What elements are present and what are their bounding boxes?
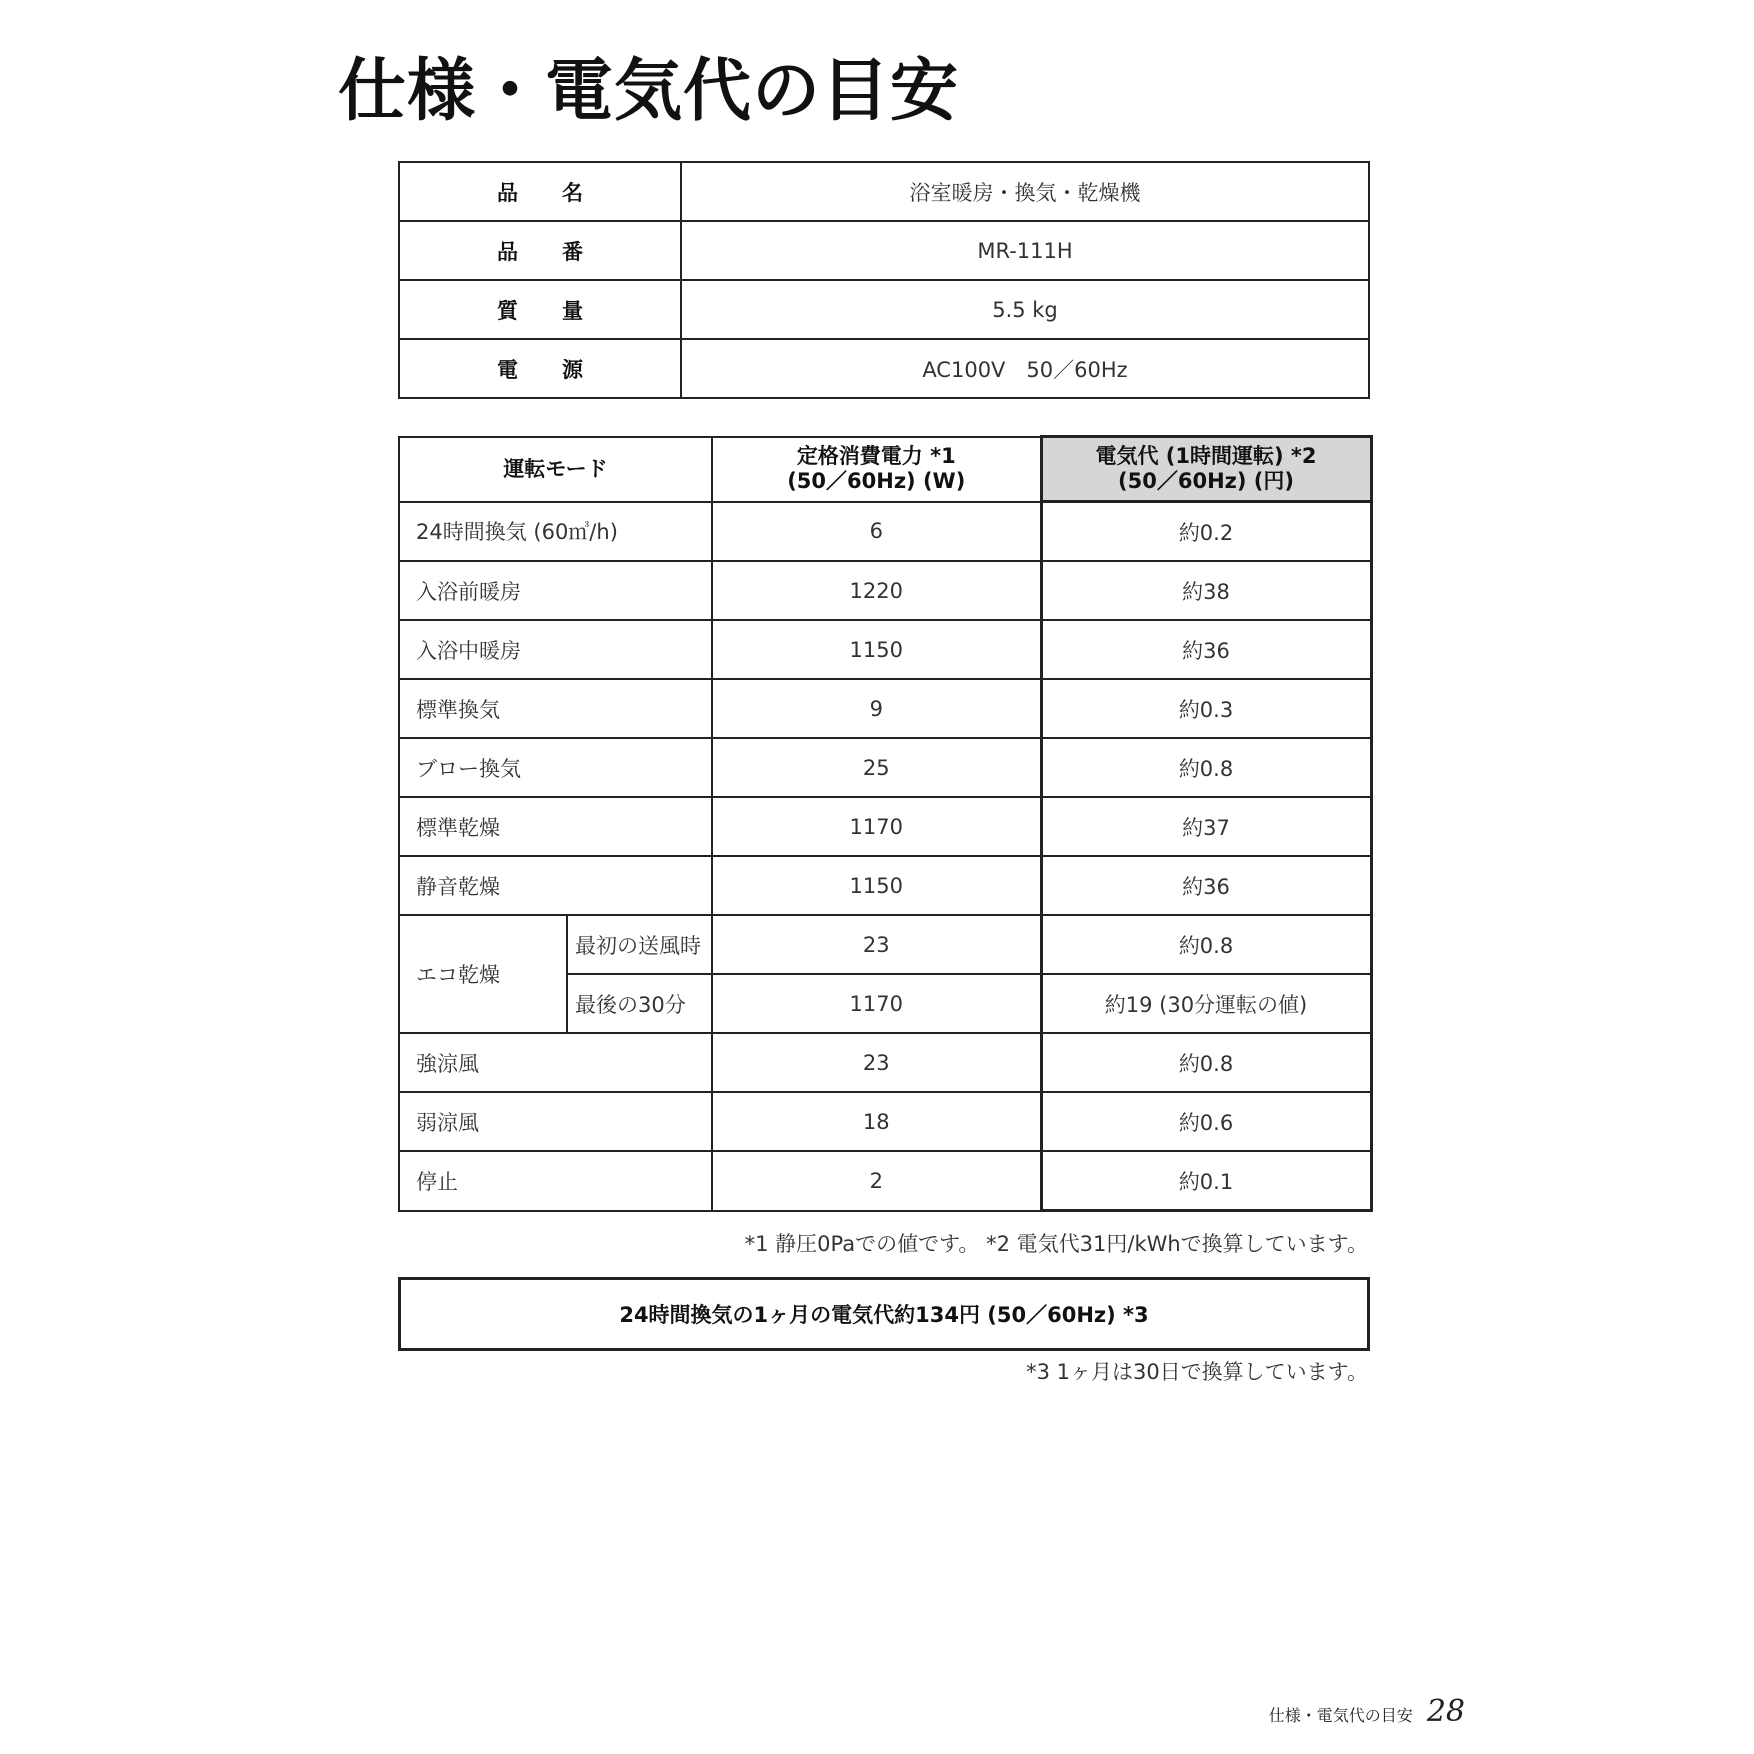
header-cost xyxy=(1041,437,1371,502)
power-value: 23 xyxy=(712,1033,1041,1092)
table-row xyxy=(399,221,1369,280)
table-row xyxy=(399,502,1371,562)
page-footer xyxy=(1269,1694,1465,1729)
cost-value: 約36 xyxy=(1041,620,1371,679)
spec-key: 品番 xyxy=(399,221,681,280)
mode-name: 24時間換気 (60㎥/h) xyxy=(399,502,712,562)
spec-key: 電源 xyxy=(399,339,681,398)
spec-key: 品名 xyxy=(399,162,681,221)
spec-value: AC100V 50／60Hz xyxy=(681,339,1369,398)
table-row xyxy=(399,1151,1371,1211)
spec-value: 5.5 kg xyxy=(681,280,1369,339)
mode-name-eco: エコ乾燥 xyxy=(399,915,567,1033)
mode-name: 静音乾燥 xyxy=(399,856,712,915)
mode-name: 入浴中暖房 xyxy=(399,620,712,679)
cost-value: 約38 xyxy=(1041,561,1371,620)
cost-value: 約0.8 xyxy=(1041,738,1371,797)
table-row xyxy=(399,620,1371,679)
header-cost-line2: (50／60Hz) (円) xyxy=(1118,469,1294,493)
mode-name: 停止 xyxy=(399,1151,712,1211)
mode-name: ブロー換気 xyxy=(399,738,712,797)
eco-sub-label: 最初の送風時 xyxy=(567,915,712,974)
mode-name: 標準乾燥 xyxy=(399,797,712,856)
table-row xyxy=(399,856,1371,915)
cost-value: 約0.2 xyxy=(1041,502,1371,562)
eco-sub-label: 最後の30分 xyxy=(567,974,712,1033)
power-value: 6 xyxy=(712,502,1041,562)
monthly-cost-box: 24時間換気の1ヶ月の電気代約134円 (50／60Hz) *3 xyxy=(398,1277,1370,1351)
spec-key: 質量 xyxy=(399,280,681,339)
power-value: 18 xyxy=(712,1092,1041,1151)
header-cost-line1: 電気代 (1時間運転) *2 xyxy=(1095,444,1317,468)
table-row xyxy=(399,1033,1371,1092)
footnote-3: *3 1ヶ月は30日で換算しています。 xyxy=(1026,1360,1368,1384)
cost-value: 約37 xyxy=(1041,797,1371,856)
mode-name: 弱涼風 xyxy=(399,1092,712,1151)
page-number: 28 xyxy=(1426,1694,1465,1729)
table-row xyxy=(399,679,1371,738)
table-row xyxy=(399,797,1371,856)
header-mode: 運転モード xyxy=(399,437,712,502)
header-power xyxy=(712,437,1041,502)
cost-value: 約0.1 xyxy=(1041,1151,1371,1211)
table-row xyxy=(399,915,1371,974)
cost-value: 約0.8 xyxy=(1041,915,1371,974)
power-value: 1150 xyxy=(712,620,1041,679)
table-row xyxy=(399,162,1369,221)
power-value: 1150 xyxy=(712,856,1041,915)
table-row xyxy=(399,738,1371,797)
footer-label: 仕様・電気代の目安 xyxy=(1268,1706,1413,1725)
header-power-line1: 定格消費電力 *1 xyxy=(796,444,956,468)
table-row xyxy=(399,280,1369,339)
cost-value: 約36 xyxy=(1041,856,1371,915)
power-value: 1170 xyxy=(712,974,1041,1033)
table-row xyxy=(399,339,1369,398)
footnote-1-2: *1 静圧0Paでの値です。 *2 電気代31円/kWhで換算しています。 xyxy=(744,1232,1368,1256)
mode-name: 入浴前暖房 xyxy=(399,561,712,620)
mode-name: 強涼風 xyxy=(399,1033,712,1092)
header-power-line2: (50／60Hz) (W) xyxy=(787,469,966,493)
spec-value: MR-111H xyxy=(681,221,1369,280)
spec-value: 浴室暖房・換気・乾燥機 xyxy=(681,162,1369,221)
spec-table xyxy=(398,161,1370,399)
cost-value: 約19 (30分運転の値) xyxy=(1041,974,1371,1033)
power-value: 23 xyxy=(712,915,1041,974)
page-title: 仕様・電気代の目安 xyxy=(338,52,960,131)
table-row xyxy=(399,561,1371,620)
cost-value: 約0.8 xyxy=(1041,1033,1371,1092)
power-value: 25 xyxy=(712,738,1041,797)
cost-value: 約0.3 xyxy=(1041,679,1371,738)
power-value: 1170 xyxy=(712,797,1041,856)
power-value: 1220 xyxy=(712,561,1041,620)
power-value: 2 xyxy=(712,1151,1041,1211)
cost-value: 約0.6 xyxy=(1041,1092,1371,1151)
mode-name: 標準換気 xyxy=(399,679,712,738)
table-row xyxy=(399,1092,1371,1151)
table-header-row xyxy=(399,437,1371,502)
power-value: 9 xyxy=(712,679,1041,738)
mode-power-table xyxy=(398,435,1373,1212)
